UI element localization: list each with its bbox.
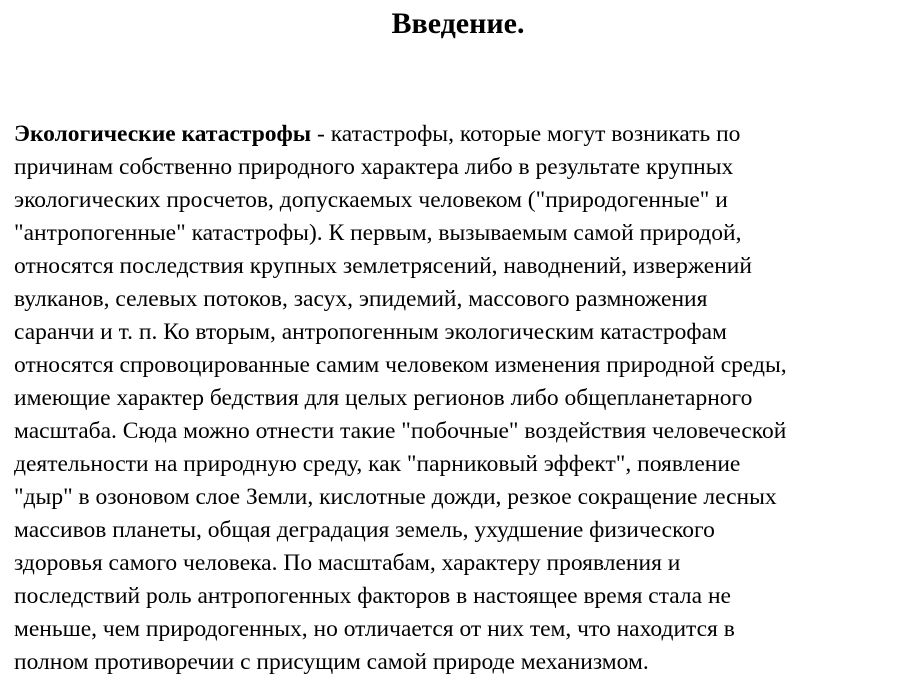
paragraph-line: меньше, чем природогенных, но отличается от них тем, что находится в (14, 616, 735, 642)
paragraph-line: саранчи и т. п. Ко вторым, антропогенным экологическим катастрофам (14, 319, 727, 345)
body-paragraph (14, 118, 904, 679)
paragraph-line: полном противоречии с присущим самой природе механизмом. (14, 649, 649, 675)
paragraph-line-text: - катастрофы, которые могут возникать по (311, 121, 741, 147)
paragraph-line: относятся последствия крупных землетрясений, наводнений, извержений (14, 253, 752, 279)
paragraph-line: "дыр" в озоновом слое Земли, кислотные дожди, резкое сокращение лесных (14, 484, 777, 510)
paragraph-line: вулканов, селевых потоков, засух, эпидемий, массового размножения (14, 286, 708, 312)
paragraph-line: масштаба. Сюда можно отнести такие "побочные" воздействия человеческой (14, 418, 787, 444)
page-title: Введение. (391, 7, 525, 40)
paragraph-line: массивов планеты, общая деградация земель, ухудшение физического (14, 517, 715, 543)
paragraph-line: деятельности на природную среду, как "парниковый эффект", появление (14, 451, 741, 477)
lead-term: Экологические катастрофы (14, 121, 312, 147)
paragraph-line: "антропогенные" катастрофы). К первым, вызываемым самой природой, (14, 220, 742, 246)
paragraph-line (14, 118, 904, 151)
paragraph-line: относятся спровоцированные самим человеком изменения природной среды, (14, 352, 787, 378)
paragraph-line: причинам собственно природного характера либо в результате крупных (14, 154, 734, 180)
paragraph-line: здоровья самого человека. По масштабам, характеру проявления и (14, 550, 681, 576)
paragraph-line: последствий роль антропогенных факторов в настоящее время стала не (14, 583, 731, 609)
paragraph-line: имеющие характер бедствия для целых регионов либо общепланетарного (14, 385, 753, 411)
paragraph-line: экологических просчетов, допускаемых человеком ("природогенные" и (14, 187, 728, 213)
